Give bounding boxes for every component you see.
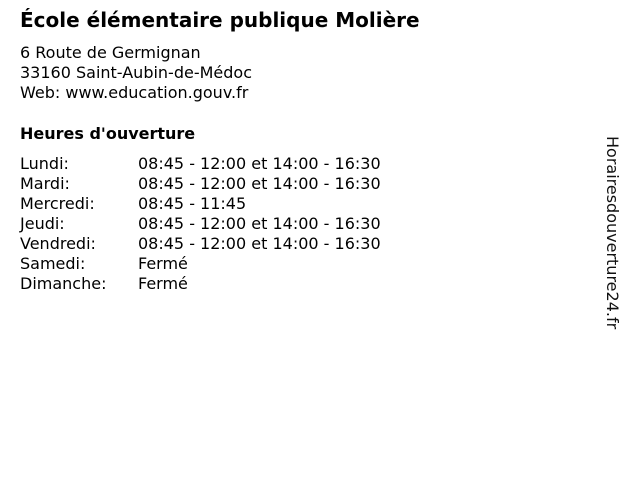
day-label: Jeudi: bbox=[20, 214, 65, 233]
day-label: Mercredi: bbox=[20, 194, 95, 213]
opening-hours-table bbox=[20, 154, 381, 294]
time-value: Fermé bbox=[138, 274, 188, 293]
opening-hours-title: Heures d'ouverture bbox=[20, 124, 196, 143]
site-watermark: Horairesdouverture24.fr bbox=[603, 136, 622, 330]
day-label: Vendredi: bbox=[20, 234, 96, 253]
time-value: Fermé bbox=[138, 254, 188, 273]
day-label: Mardi: bbox=[20, 174, 70, 193]
time-value: 08:45 - 11:45 bbox=[138, 194, 247, 213]
hours-row-mercredi bbox=[20, 194, 381, 214]
hours-row-samedi bbox=[20, 254, 381, 274]
address-city: 33160 Saint-Aubin-de-Médoc bbox=[20, 63, 252, 82]
website-line bbox=[20, 83, 252, 103]
hours-row-mardi bbox=[20, 174, 381, 194]
time-value: 08:45 - 12:00 et 14:00 - 16:30 bbox=[138, 234, 381, 253]
time-value: 08:45 - 12:00 et 14:00 - 16:30 bbox=[138, 214, 381, 233]
hours-row-dimanche bbox=[20, 274, 381, 294]
hours-row-vendredi bbox=[20, 234, 381, 254]
address-street: 6 Route de Germignan bbox=[20, 43, 201, 62]
website-label: Web: bbox=[20, 83, 61, 102]
website-link[interactable]: www.education.gouv.fr bbox=[65, 83, 249, 102]
day-label: Dimanche: bbox=[20, 274, 107, 293]
address-block bbox=[20, 43, 252, 103]
time-value: 08:45 - 12:00 et 14:00 - 16:30 bbox=[138, 154, 381, 173]
hours-row-jeudi bbox=[20, 214, 381, 234]
day-label: Samedi: bbox=[20, 254, 86, 273]
hours-row-lundi bbox=[20, 154, 381, 174]
school-name: École élémentaire publique Molière bbox=[20, 8, 420, 32]
day-label: Lundi: bbox=[20, 154, 69, 173]
time-value: 08:45 - 12:00 et 14:00 - 16:30 bbox=[138, 174, 381, 193]
